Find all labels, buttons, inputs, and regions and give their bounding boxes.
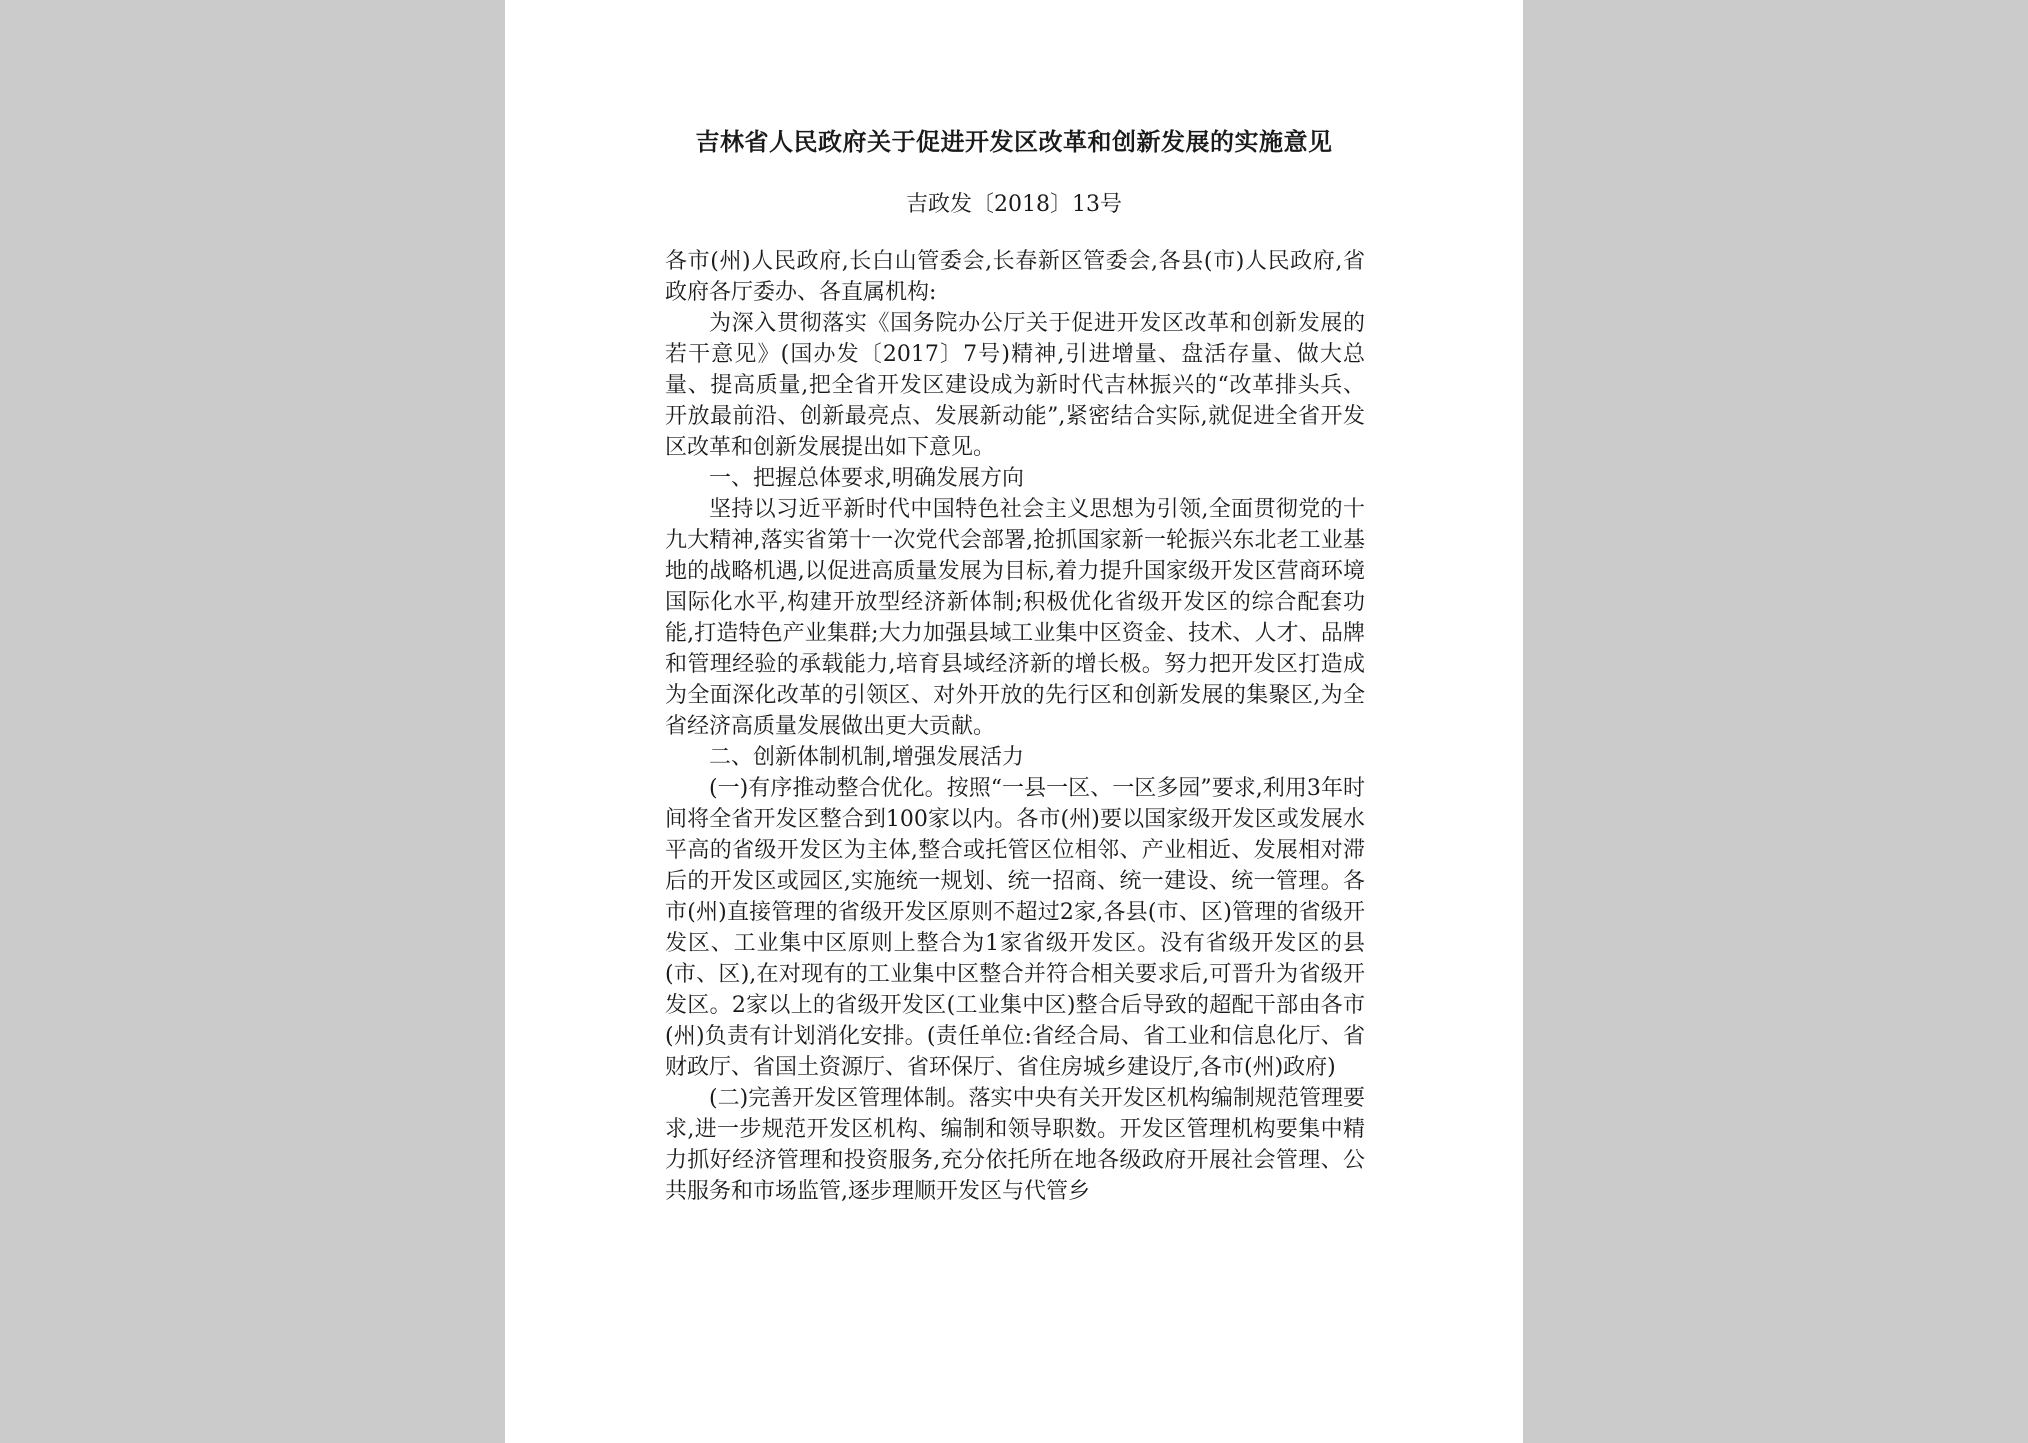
document-title: 吉林省人民政府关于促进开发区改革和创新发展的实施意见 — [695, 127, 1333, 156]
body-paragraph: 坚持以习近平新时代中国特色社会主义思想为引领,全面贯彻党的十九大精神,落实省第十一次党代会部署,抢抓国家新一轮振兴东北老工业基地的战略机遇,以促进高质量发展为目标,着力提升国家级开发区营商环境国际化水平,构建开放型经济新体制;积极优化省级开发区的综合配套功能,打造特色产业集群;大力加强县域工业集中区资金、技术、人才、品牌和管理经验的承载能力,培育县域经济新的增长极。努力把开发区打造成为全面深化改革的引领区、对外开放的先行区和创新发展的集聚区,为全省经济高质量发展做出更大贡献。 — [665, 497, 1365, 739]
salutation-paragraph: 各市(州)人民政府,长白山管委会,长春新区管委会,各县(市)人民政府,省政府各厅委办、各直属机构: — [665, 249, 1365, 305]
body-paragraph: (一)有序推动整合优化。按照“一县一区、一区多园”要求,利用3年时间将全省开发区整合到100家以内。各市(州)要以国家级开发区或发展水平高的省级开发区为主体,整合或托管区位相邻、产业相近、发展相对滞后的开发区或园区,实施统一规划、统一招商、统一建设、统一管理。各市(州)直接管理的省级开发区原则不超过2家,各县(市、区)管理的省级开发区、工业集中区原则上整合为1家省级开发区。没有省级开发区的县(市、区),在对现有的工业集中区整合并符合相关要求后,可晋升为省级开发区。2家以上的省级开发区(工业集中区)整合后导致的超配干部由各市(州)负责有计划消化安排。(责任单位:省经合局、省工业和信息化厅、省财政厅、省国土资源厅、省环保厅、省住房城乡建设厅,各市(州)政府) — [665, 776, 1365, 1080]
document-number: 吉政发〔2018〕13号 — [906, 192, 1122, 217]
section-heading: 一、把握总体要求,明确发展方向 — [709, 466, 1024, 491]
body-paragraph: (二)完善开发区管理体制。落实中央有关开发区机构编制规范管理要求,进一步规范开发区机构、编制和领导职数。开发区管理机构要集中精力抓好经济管理和投资服务,充分依托所在地各级政府开展社会管理、公共服务和市场监管,逐步理顺开发区与代管乡 — [665, 1086, 1365, 1204]
document-page — [505, 0, 1523, 1443]
document-body — [665, 246, 1365, 1207]
body-paragraph: 为深入贯彻落实《国务院办公厅关于促进开发区改革和创新发展的若干意见》(国办发〔2017〕7号)精神,引进增量、盘活存量、做大总量、提高质量,把全省开发区建设成为新时代吉林振兴的“改革排头兵、开放最前沿、创新最亮点、发展新动能”,紧密结合实际,就促进全省开发区改革和创新发展提出如下意见。 — [665, 311, 1365, 460]
section-heading: 二、创新体制机制,增强发展活力 — [709, 745, 1024, 770]
